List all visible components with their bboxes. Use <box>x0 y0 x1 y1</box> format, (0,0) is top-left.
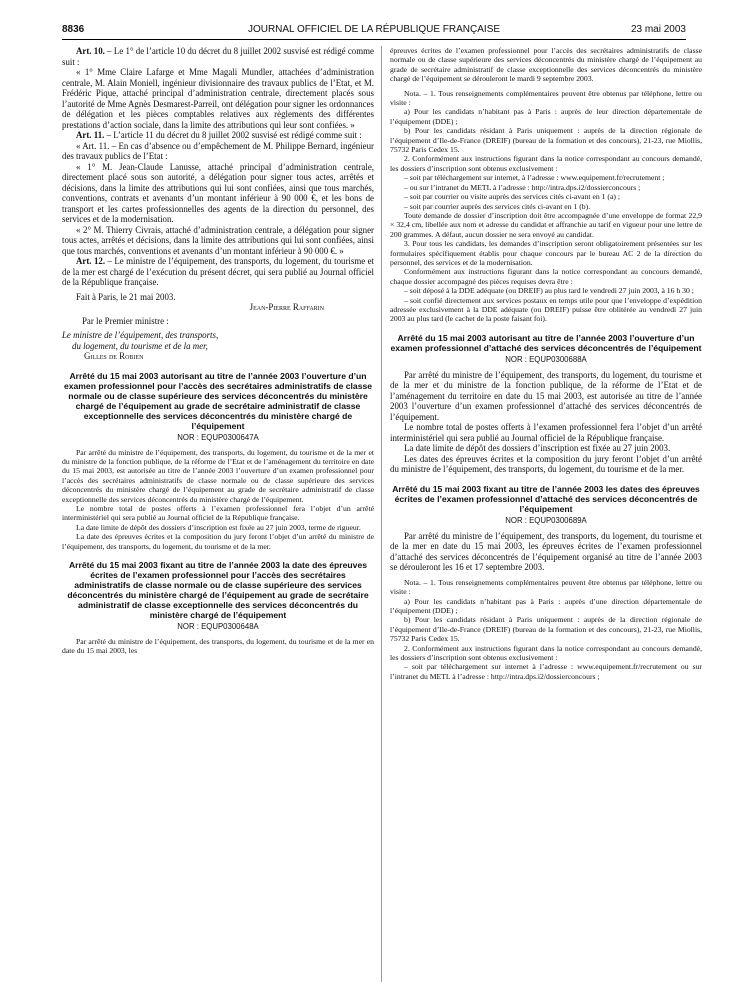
article-11-quote-1: « Art. 11. – En cas d’absence ou d’empêchement de M. Philippe Bernard, ingénieur des travaux publics de l’Etat : <box>62 140 374 161</box>
par-premier-ministre: Par le Premier ministre : <box>82 315 169 326</box>
ministre-line-2: du logement, du tourisme et de la mer, <box>72 340 208 351</box>
arrete-1-para-1: Par arrêté du ministre de l’équipement, des transports, du logement, du tourisme et de la mer et du ministre de la fonction publique, de la réforme de l’Etat et de l’aménagement du territoire en date du 15 mai 2003, est autorisée au titre de l’année 2003 l’ouverture d’un examen professionnel pour l’accès des secrétaires administratifs de classe normale ou de classe supérieure des services déconcentrés du ministère chargé de l’équipement au grade de secrétaire administratif de classe exceptionnelle des services déconcentrés du ministère chargé de l’équipement. <box>62 447 374 504</box>
arrete-1-title: Arrêté du 15 mai 2003 autorisant au titre de l’année 2003 l’ouverture d’un examen professionnel pour l’accès des secrétaires administratifs de classe normale ou de classe supérieure des services déconcentrés du ministère chargé de l’équipement au grade de secrétaire administratif de classe exceptionnelle des services déconcentrés du ministère chargé de l’équipement <box>63 370 373 431</box>
arrete-1-nor: NOR : EQUP0300647A <box>177 432 259 442</box>
page-header <box>62 24 686 38</box>
arrete-1-para-3: La date limite de dépôt des dossiers d’inscription est fixée au 27 juin 2003, terme de rigueur. <box>76 522 361 532</box>
left-column <box>62 46 374 984</box>
nota-1a: a) Pour les candidats n’habitant pas à Paris : auprès de leur direction départementale de l’équipement (DDE) ; <box>390 107 702 126</box>
article-10-quote: « 1° Mme Claire Lafarge et Mme Magali Mundler, attachées d’administration centrale, M. Alain Moniell, ingénieur divisionnaire des travaux publics de l’Etat, et M. Frédéric Pique, attaché principal d’administration centrale, directement placés sous l’autorité de Mme Agnès Desmarest-Parreil, ont délégation pour signer les ordonnances de délégation et les pièces comptables relatives aux règlements des différentes prestations d’action sociale, dans la limite des attributions qui leur sont confiées. » <box>62 67 374 130</box>
article-11 <box>62 130 374 141</box>
arrete-3-para-2: Le nombre total de postes offerts à l’examen professionnel fera l’objet d’un arrêté interministériel qui sera publié au Journal officiel de la République française. <box>390 422 702 443</box>
nota-1: Nota. – 1. Tous renseignements complémentaires peuvent être obtenus par téléphone, lettre ou visite : <box>390 88 702 108</box>
continuation-text: épreuves écrites de l’examen professionnel pour l’accès des secrétaires administratifs de classe normale ou de classe supérieure des services déconcentrés du ministère chargé de l’équipement au grade de secrétaire administratif de classe exceptionnelle des services déconcentrés du ministère chargé de l’équipement se dérouleront le mardi 9 septembre 2003. <box>390 46 702 84</box>
nota-3d: – soit confié directement aux services postaux en temps utile pour que l’enveloppe d’expédition adressée exclusivement à la DDE adéquate (ou DREIF) puisse être oblitérée au vendredi 27 juin 2003 au plus tard (le cachet de la poste faisant foi). <box>390 295 702 324</box>
nota-b-1: Nota. – 1. Tous renseignements complémentaires peuvent être obtenus par téléphone, lettre ou visite : <box>390 577 702 597</box>
article-12-text: – Le ministre de l’équipement, des transports, du logement, du tourisme et de la mer est chargé de l’exécution du présent décret, qui sera publié au Journal officiel de la République française. <box>62 256 374 287</box>
ministre-name: Gilles de Robien <box>84 351 144 361</box>
nota-2a: – soit par téléchargement sur internet, à l’adresse : www.equipement.fr/recrutement ; <box>404 173 665 183</box>
arrete-2-nor: NOR : EQUP0300648A <box>177 621 259 631</box>
nota-3b: Conformément aux instructions figurant dans la notice correspondant au concours demandé, chaque dossier accompagné des pièces requises devra être : <box>390 267 702 286</box>
arrete-4-para-1: Par arrêté du ministre de l’équipement, des transports, du logement, du tourisme et de la mer en date du 15 mai 2003, les épreuves écrites de l’examen professionnel d’attaché des services déconcentrés de l’équipement organisé au titre de l’année 2003 se dérouleront les 16 et 17 septembre 2003. <box>390 530 702 573</box>
column-separator <box>381 46 382 982</box>
fait-a-paris: Fait à Paris, le 21 mai 2003. <box>76 291 176 302</box>
arrete-4-title: Arrêté du 15 mai 2003 fixant au titre de l’année 2003 les dates des épreuves écrites de l’examen professionnel d’attaché des services déconcentrés de l’équipement <box>392 483 700 514</box>
arrete-1-para-2: Le nombre total de postes offerts à l’examen professionnel fera l’objet d’un arrêté interministériel qui sera publié au Journal officiel de la République française. <box>62 503 374 523</box>
article-12 <box>62 256 374 288</box>
issue-date: 23 mai 2003 <box>630 24 686 35</box>
nota-3: 3. Pour tous les candidats, les demandes d’inscription seront obligatoirement présentées sur les formulaires spécifiquement établis pour chaque concours par le bureau AC 2 de la direction du personnel, des services et de la modernisation. <box>390 239 702 267</box>
arrete-2-title: Arrêté du 15 mai 2003 fixant au titre de l’année 2003 la date des épreuves écrites de l’examen professionnel pour l’accès des secrétaires administratifs de classe normale ou de classe supérieure des services déconcentrés du ministère chargé de l’équipement au grade de secrétaire administratif de classe exceptionnelle des services déconcentrés du ministère chargé de l’équipement <box>67 559 369 620</box>
nota-b-2a: – soit par téléchargement sur internet à l’adresse : www.equipement.fr/recrutement ou sur l’intranet du METL à l’adresse : http://intra.dps.i2/dossierconcours ; <box>390 662 702 681</box>
nota-2c: – soit par courrier ou visite auprès des services cités ci-avant en 1 (a) ; <box>404 192 621 202</box>
header-rule <box>62 39 686 40</box>
article-11-quote-2: « 1° M. Jean-Claude Lanusse, attaché principal d’administration centrale, directement placé sous son autorité, a délégation pour signer tous actes, arrêtés et décisions, dans la limite des attributions qui lui sont confiées, ainsi que tous marchés, conventions, contrats et avenants d’un montant inférieur à 90 000 €, et les bons de transport et les cartes professionnelles des agents de la direction du personnel, des services et de la modernisation. <box>62 161 374 224</box>
ministre-line-1: Le ministre de l’équipement, des transports, <box>62 330 219 340</box>
nota-2d: – soit par courrier auprès des services cités ci-avant en 1 (b). <box>404 201 591 211</box>
nota-2e: Toute demande de dossier d’inscription doit être accompagnée d’une enveloppe de format 22,9 × 32,4 cm, libellée aux nom et adresse du candidat et affranchie au tarif en vigueur pour une lettre de 200 grammes. A défaut, aucun dossier ne sera envoyé au candidat. <box>390 210 702 239</box>
arrete-3-para-3: La date limite de dépôt des dossiers d’inscription est fixée au 27 juin 2003. <box>404 443 671 454</box>
nota-1b: b) Pour les candidats résidant à Paris uniquement : auprès de la direction régionale de l’équipement d’Ile-de-France (DREIF) (bureau de la formation et des concours), 21-23, rue Miollis, 75732 Paris Cedex 15. <box>390 126 702 155</box>
article-12-label: Art. 12. <box>76 256 106 266</box>
article-10-label: Art. 10. <box>76 46 105 56</box>
nota-b-1a: a) Pour les candidats n’habitant pas à Paris : auprès d’une direction départementale de l’équipement (DDE) ; <box>390 596 702 615</box>
nota-2: 2. Conformément aux instructions figurant dans la notice correspondant au concours demandé, les dossiers d’inscription sont obtenus exclusivement : <box>390 154 702 173</box>
article-11-text: – L’article 11 du décret du 8 juillet 2002 susvisé est rédigé comme suit : <box>104 130 362 140</box>
nota-3c: – soit déposé à la DDE adéquate (ou DREIF) au plus tard le vendredi 27 juin 2003, à 16 h 30 ; <box>404 286 694 296</box>
journal-title: JOURNAL OFFICIEL DE LA RÉPUBLIQUE FRANÇAISE <box>247 24 501 35</box>
nota-b-1b: b) Pour les candidats résidant à Paris uniquement : auprès de la direction régionale de l’équipement d’Ile-de-France (DREIF) (bureau de la formation et des concours), 21-23, rue Miollis, 75732 Paris Cedex 15. <box>390 615 702 644</box>
article-11-quote-3: « 2° M. Thierry Civrais, attaché d’administration centrale, a délégation pour signer tous actes, arrêtés et décisions, dans la limite des attributions qui lui sont confiées, ainsi que tous marchés, conventions et avenants d’un montant inférieur à 90 000 €. » <box>62 224 374 256</box>
arrete-1-para-4: La date des épreuves écrites et la composition du jury feront l’objet d’un arrêté du ministre de l’équipement, des transports, du logement, du tourisme et de la mer. <box>62 532 374 551</box>
arrete-3-title: Arrêté du 15 mai 2003 autorisant au titre de l’année 2003 l’ouverture d’un examen professionnel d’attaché des services déconcentrés de l’équipement <box>390 332 702 353</box>
arrete-3-para-4: Les dates des épreuves écrites et la composition du jury feront l’objet d’un arrêté du ministre de l’équipement, des transports, du logement, du tourisme et de la mer. <box>390 453 702 475</box>
signatory: Jean-Pierre Raffarin <box>249 302 324 312</box>
arrete-4-nor: NOR : EQUP0300689A <box>505 515 587 525</box>
arrete-3-para-1: Par arrêté du ministre de l’équipement, des transports, du logement, du tourisme et de la mer et du ministre de la fonction publique, de la réforme de l’Etat et de l’aménagement du territoire en date du 15 mai 2003, est autorisée au titre de l’année 2003 l’ouverture d’un examen professionnel d’attaché des services déconcentrés de l’équipement. <box>390 369 702 422</box>
arrete-3-nor: NOR : EQUP0300688A <box>505 354 587 364</box>
arrete-2-para-1: Par arrêté du ministre de l’équipement, des transports, du logement, du tourisme et de la mer en date du 15 mai 2003, les <box>62 636 374 656</box>
article-11-label: Art. 11. <box>76 130 105 140</box>
article-10 <box>62 46 374 67</box>
nota-b-2: 2. Conformément aux instructions figurant dans la notice correspondant au concours demandé, les dossiers d’inscription sont obtenus exclusivement : <box>390 643 702 663</box>
right-column <box>390 46 702 984</box>
article-10-text: – Le 1° de l’article 10 du décret du 8 juillet 2002 susvisé est rédigé comme suit : <box>62 46 374 67</box>
page-number: 8836 <box>62 24 85 35</box>
nota-2b: – ou sur l’intranet du METL à l’adresse : http://intra.dps.i2/dossierconcours ; <box>404 182 641 192</box>
